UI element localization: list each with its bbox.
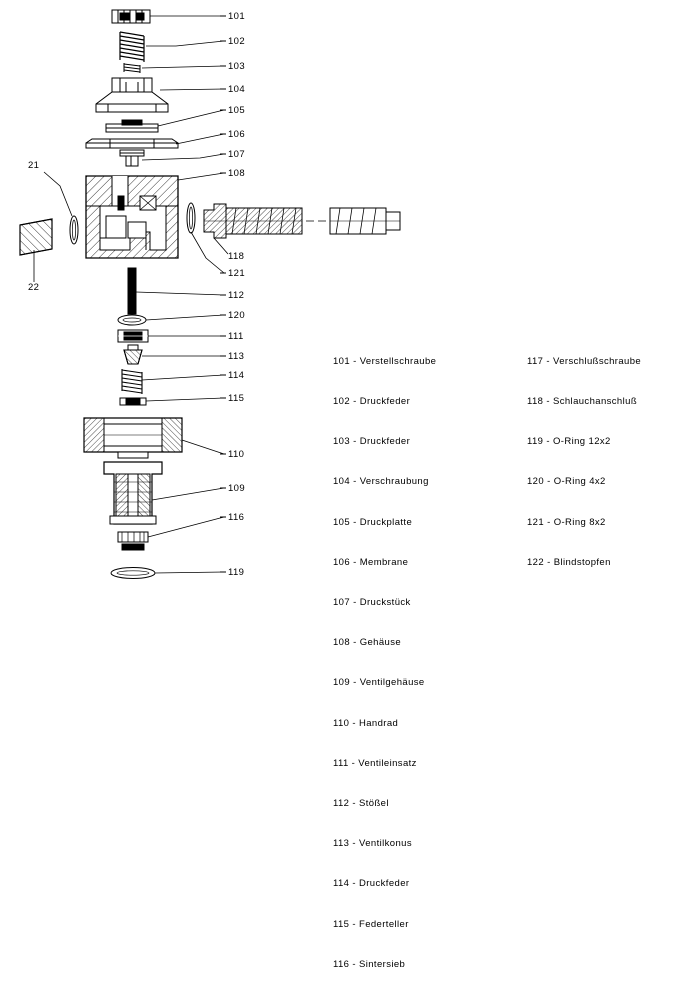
callout-115: 115 [228, 393, 245, 404]
callout-118: 118 [228, 251, 245, 262]
part-103-druckfeder [124, 63, 140, 73]
part-115-federteller [120, 398, 146, 405]
legend-item: 117 - Verschlußschraube [527, 355, 642, 367]
part-121-o-ring-right [187, 203, 195, 233]
legend-item: 103 - Druckfeder [333, 436, 411, 448]
legend-item: 118 - Schlauchanschluß [527, 396, 638, 408]
part-105-druckplatte [106, 120, 158, 132]
legend-item: 115 - Federteller [333, 918, 409, 930]
callout-114: 114 [228, 370, 245, 381]
callout-110: 110 [228, 449, 245, 460]
legend-item: 108 - Gehäuse [333, 637, 402, 649]
legend-right-column [527, 328, 641, 596]
legend-left-column [333, 328, 436, 998]
legend-item: 121 - O-Ring 8x2 [527, 516, 606, 528]
callout-109: 109 [228, 483, 246, 494]
legend-item: 106 - Membrane [333, 556, 409, 568]
part-106-membrane [86, 139, 178, 148]
part-110-handrad [84, 418, 182, 458]
legend-item: 111 - Ventileinsatz [333, 757, 417, 769]
legend-item: 104 - Verschraubung [333, 476, 429, 488]
legend-item: 101 - Verstellschraube [333, 355, 437, 367]
callout-112: 112 [228, 290, 245, 301]
legend-item: 120 - O-Ring 4x2 [527, 476, 606, 488]
legend-item: 102 - Druckfeder [333, 396, 411, 408]
part-113-ventilkonus [124, 345, 142, 364]
callout-22: 22 [28, 282, 40, 293]
part-109-ventilgehaeuse [104, 462, 162, 524]
part-114-druckfeder [122, 369, 142, 394]
legend-item: 119 - O-Ring 12x2 [527, 436, 611, 448]
part-102-druckfeder [120, 32, 144, 62]
part-112-stoessel [128, 268, 136, 314]
part-111-ventileinsatz [118, 330, 148, 342]
callout-103: 103 [228, 61, 246, 72]
legend-item: 113 - Ventilkonus [333, 838, 412, 850]
callout-108: 108 [228, 168, 246, 179]
legend-item: 112 - Stößel [333, 798, 389, 810]
part-116-sintersieb [118, 532, 148, 550]
part-104-verschraubung [96, 78, 168, 112]
legend-item: 122 - Blindstopfen [527, 556, 611, 568]
callout-121: 121 [228, 268, 246, 279]
callout-106: 106 [228, 129, 246, 140]
callout-120: 120 [228, 310, 246, 321]
callout-111: 111 [228, 331, 244, 342]
callout-101: 101 [228, 11, 246, 22]
callout-116: 116 [228, 512, 245, 523]
callout-107: 107 [228, 149, 246, 160]
legend-item: 114 - Druckfeder [333, 878, 410, 890]
callout-119: 119 [228, 567, 245, 578]
callout-102: 102 [228, 36, 246, 47]
callout-21: 21 [28, 160, 40, 171]
part-107-druckstueck [120, 150, 144, 166]
part-121-o-ring-left [70, 216, 78, 244]
part-108-gehaeuse [86, 176, 178, 258]
callout-113: 113 [228, 351, 245, 362]
part-119-o-ring [111, 568, 155, 579]
legend-item: 110 - Handrad [333, 717, 399, 729]
part-118-schlauchanschluss [204, 204, 400, 238]
callout-104: 104 [228, 84, 246, 95]
callout-105: 105 [228, 105, 246, 116]
legend-item: 107 - Druckstück [333, 597, 411, 609]
part-120-o-ring [118, 315, 146, 325]
legend-item: 116 - Sintersieb [333, 958, 406, 970]
part-22-blindstopfen [20, 219, 52, 255]
legend-item: 109 - Ventilgehäuse [333, 677, 425, 689]
part-101-verstellschraube [112, 10, 150, 23]
legend-item: 105 - Druckplatte [333, 516, 413, 528]
